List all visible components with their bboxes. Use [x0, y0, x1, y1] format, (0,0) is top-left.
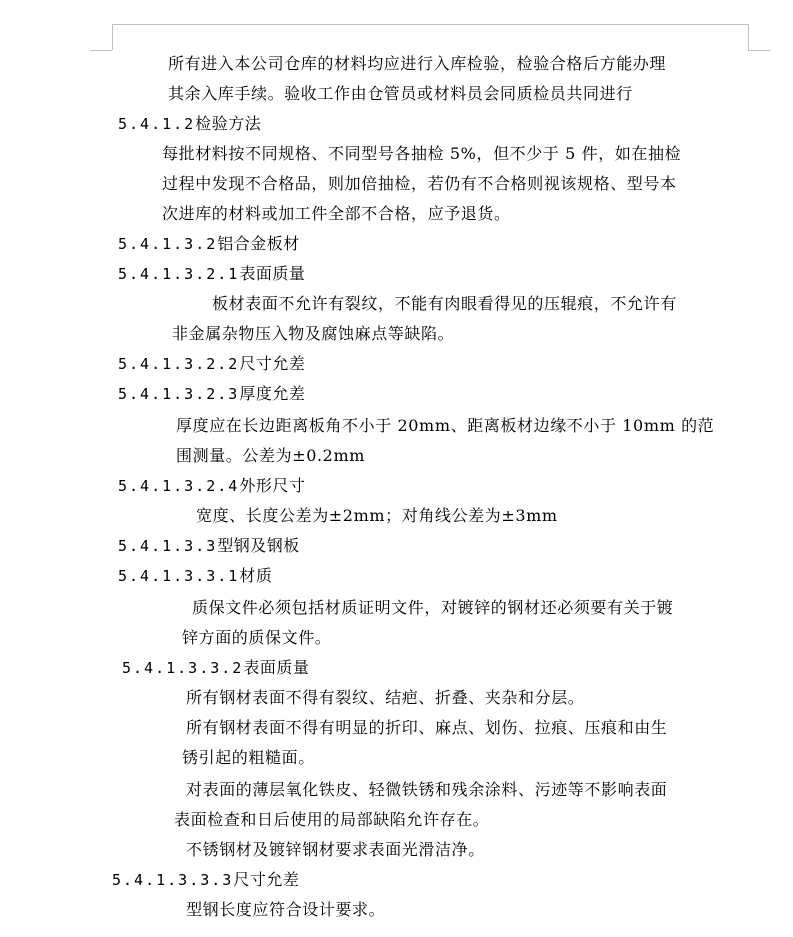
crop-mark-left-vertical	[112, 24, 113, 50]
paragraph-line: 质保文件必须包括材质证明文件，对镀锌的钢材还必须要有关于镀	[192, 598, 674, 617]
paragraph-line: 表面检查和日后使用的局部缺陷允许存在。	[174, 810, 490, 829]
section-number: 5.4.1.3.2	[118, 235, 218, 253]
paragraph-line: 型钢长度应符合设计要求。	[186, 900, 386, 919]
heading-5-4-1-3-3-3	[112, 870, 299, 890]
paragraph-line: 过程中发现不合格品，则加倍抽检，若仍有不合格则视该规格、型号本	[162, 174, 677, 193]
section-title: 型钢及钢板	[217, 536, 300, 555]
heading-5-4-1-3-3	[118, 536, 300, 556]
paragraph-line: 次进库的材料或加工件全部不合格，应予退货。	[162, 204, 511, 223]
section-number: 5.4.1.3.2.2	[118, 355, 240, 373]
paragraph-line: 锌方面的质保文件。	[182, 628, 332, 647]
intro-line-2: 其余入库手续。验收工作由仓管员或材料员会同质检员共同进行	[168, 84, 633, 103]
section-number: 5.4.1.3.3.1	[118, 567, 240, 585]
section-number: 5.4.1.2	[118, 115, 196, 133]
heading-5-4-1-3-2-2	[118, 354, 305, 374]
section-number: 5.4.1.3.3.2	[122, 659, 244, 677]
paragraph-line: 所有钢材表面不得有明显的折印、麻点、划伤、拉痕、压痕和由生	[186, 718, 668, 737]
paragraph-line: 板材表面不允许有裂纹，不能有肉眼看得见的压辊痕，不允许有	[212, 294, 677, 313]
heading-5-4-1-3-2-1	[118, 264, 305, 284]
section-title: 铝合金板材	[217, 234, 300, 253]
section-title: 尺寸允差	[239, 354, 306, 373]
section-title: 尺寸允差	[233, 870, 300, 889]
paragraph-line: 每批材料按不同规格、不同型号各抽检 5%，但不少于 5 件，如在抽检	[162, 144, 682, 163]
section-number: 5.4.1.3.3.3	[112, 871, 234, 889]
heading-5-4-1-2	[118, 114, 261, 134]
heading-5-4-1-3-3-1	[118, 566, 272, 586]
section-number: 5.4.1.3.2.3	[118, 385, 240, 403]
crop-mark-right-horizontal	[748, 50, 770, 51]
paragraph-line: 不锈钢材及镀锌钢材要求表面光滑洁净。	[186, 840, 485, 859]
section-number: 5.4.1.3.3	[118, 537, 218, 555]
page-top-border	[112, 24, 748, 25]
crop-mark-right-vertical	[748, 24, 749, 50]
section-title: 材质	[239, 566, 273, 585]
crop-mark-left-horizontal	[90, 50, 112, 51]
paragraph-line: 对表面的薄层氧化铁皮、轻微铁锈和残余涂料、污迹等不影响表面	[186, 780, 668, 799]
section-number: 5.4.1.3.2.4	[118, 477, 240, 495]
heading-5-4-1-3-2-4	[118, 476, 305, 496]
section-title: 表面质量	[239, 264, 306, 283]
heading-5-4-1-3-3-2	[122, 658, 309, 678]
intro-line-1: 所有进入本公司仓库的材料均应进行入库检验，检验合格后方能办理	[168, 54, 667, 73]
paragraph-line: 围测量。公差为±0.2mm	[176, 446, 365, 465]
section-title: 厚度允差	[239, 384, 306, 403]
heading-5-4-1-3-2-3	[118, 384, 305, 404]
paragraph-line: 非金属杂物压入物及腐蚀麻点等缺陷。	[172, 324, 455, 343]
section-title: 表面质量	[243, 658, 310, 677]
heading-5-4-1-3-2	[118, 234, 300, 254]
section-title: 外形尺寸	[239, 476, 306, 495]
paragraph-line: 宽度、长度公差为±2mm；对角线公差为±3mm	[196, 506, 558, 525]
section-title: 检验方法	[195, 114, 262, 133]
paragraph-line: 厚度应在长边距离板角不小于 20mm、距离板材边缘不小于 10mm 的范	[176, 416, 715, 435]
section-number: 5.4.1.3.2.1	[118, 265, 240, 283]
paragraph-line: 锈引起的粗糙面。	[182, 748, 315, 767]
paragraph-line: 所有钢材表面不得有裂纹、结疤、折叠、夹杂和分层。	[186, 688, 585, 707]
